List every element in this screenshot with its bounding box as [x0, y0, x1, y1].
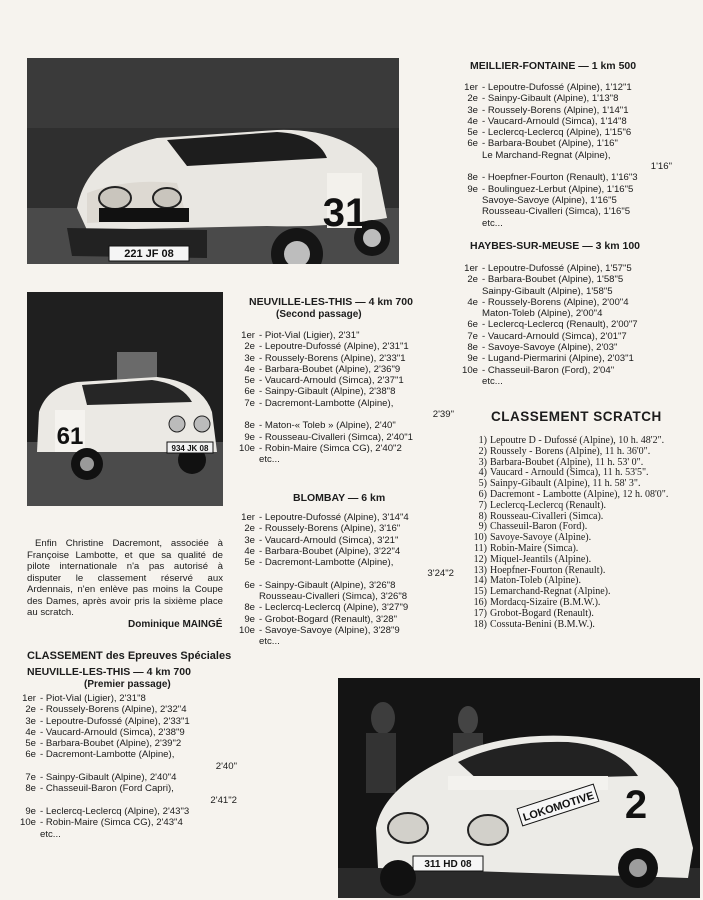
- neuville-second-subheading: (Second passage): [276, 309, 362, 320]
- result-row: 6e - Sainpy-Gibault (Alpine), 2'38"8: [244, 386, 396, 398]
- list-item: 13) Hoepfner-Fourton (Renault).: [473, 564, 606, 576]
- neuville-first-subheading: (Premier passage): [84, 679, 171, 690]
- result-row: 4e - Vaucard-Arnould (Simca), 1'14"8: [467, 115, 627, 127]
- result-row: 10e - Robin-Maire (Simca CG), 2'43"4: [19, 817, 183, 829]
- result-row: 4e - Barbara-Boubet (Alpine), 2'36"9: [244, 363, 401, 375]
- result-row: 3e - Roussely-Borens (Alpine), 2'33"1: [244, 352, 406, 364]
- etc-label: etc...: [259, 454, 280, 466]
- result-continuation: Le Marchand-Regnat (Alpine),: [482, 149, 611, 161]
- car-number-2: 2: [624, 783, 648, 827]
- result-row: 8e - Savoye-Savoye (Alpine), 2'03": [467, 342, 618, 354]
- result-row: 2e - Roussely-Borens (Alpine), 3'16": [244, 523, 401, 535]
- car-sponsor-text: LOKOMOTIVE: [521, 789, 596, 825]
- haybes-heading: HAYBES-SUR-MEUSE — 3 km 100: [470, 240, 640, 252]
- blombay-heading: BLOMBAY — 6 km: [293, 492, 386, 504]
- car-number-31: 31: [322, 191, 368, 235]
- list-item: 3) Barbara-Boubet (Alpine), 11 h. 53' 0".: [478, 456, 644, 468]
- photo-simca-61: [27, 292, 223, 506]
- list-item: 8) Rousseau-Civalleri (Simca).: [478, 510, 604, 522]
- result-row: 6e - Dacremont-Lambotte (Alpine),: [25, 749, 175, 761]
- result-continuation: 2'41"2: [210, 794, 237, 806]
- result-row: 3e - Lepoutre-Dufossé (Alpine), 2'33"1: [25, 715, 190, 727]
- photo-porsche-2: [338, 678, 700, 898]
- neuville-first-heading: NEUVILLE-LES-THIS — 4 km 700: [27, 666, 191, 678]
- result-row: 10e - Chasseuil-Baron (Ford), 2'04": [461, 364, 615, 376]
- result-row: 6e - Leclercq-Leclercq (Renault), 2'00"7: [467, 319, 638, 331]
- list-item: 2) Roussely - Borens (Alpine), 11 h. 36'0".: [478, 445, 651, 457]
- result-row: 3e - Roussely-Borens (Alpine), 1'14"1: [467, 104, 629, 116]
- car-plate-mid: 934 JK 08: [171, 444, 209, 453]
- scratch-results: [468, 436, 700, 630]
- list-item: 12) Miquel-Jeantils (Alpine).: [473, 553, 592, 565]
- article-paragraph: Enfin Christine Dacremont, associée à Françoise Lambotte, et que sa qualité de pilote internationale n'a pas autorisé à disputer le classement réservé aux Ardennais, n'en enlève pas moins la Coupe des Dames, après avoir pris la sixième place au scratch.: [27, 538, 223, 618]
- car-number-61: 61: [56, 423, 84, 450]
- car-plate-top: 221 JF 08: [124, 248, 174, 260]
- list-item: 11) Robin-Maire (Simca).: [474, 542, 579, 554]
- scratch-title: CLASSEMENT SCRATCH: [491, 409, 662, 424]
- alpine-31-illustration: [27, 58, 399, 264]
- list-item: 10) Savoye-Savoye (Alpine).: [473, 532, 592, 544]
- result-row: 4e - Roussely-Borens (Alpine), 2'00"4: [467, 296, 629, 308]
- haybes-results: [459, 263, 699, 387]
- result-row: 8e - Maton-« Toleb » (Alpine), 2'40": [244, 420, 396, 432]
- result-row: 10e - Robin-Maire (Simca CG), 2'40"2: [238, 442, 402, 454]
- result-row: 5e - Leclercq-Leclercq (Alpine), 1'15"6: [467, 127, 632, 139]
- result-row: 9e - Grobot-Bogard (Renault), 3'28": [244, 613, 398, 625]
- list-item: 1) Lepoutre D - Dufossé (Alpine), 10 h. 48'2".: [478, 435, 665, 446]
- etc-label: etc...: [482, 375, 503, 387]
- list-item: 14) Maton-Toleb (Alpine).: [473, 575, 581, 587]
- result-row: 2e - Barbara-Boubet (Alpine), 1'58"5: [467, 274, 624, 286]
- result-continuation: 3'24"2: [427, 568, 454, 580]
- result-row: 4e - Vaucard-Arnould (Simca), 2'38"9: [25, 726, 185, 738]
- classement-es-title: CLASSEMENT des Epreuves Spéciales: [27, 650, 232, 662]
- result-continuation: Sainpy-Gibault (Alpine), 1'58"5: [482, 285, 613, 297]
- etc-label: etc...: [482, 217, 503, 229]
- result-row: 5e - Vaucard-Arnould (Simca), 2'37"1: [244, 375, 404, 387]
- etc-label: etc...: [259, 636, 280, 648]
- list-item: 17) Grobot-Bogard (Renault).: [473, 607, 594, 619]
- result-row: 9e - Rousseau-Civalleri (Simca), 2'40"1: [244, 431, 413, 443]
- result-row: 9e - Leclercq-Leclercq (Alpine), 2'43"3: [25, 805, 190, 817]
- neuville-first-results: [17, 693, 237, 840]
- result-row: 8e - Chasseuil-Baron (Ford Capri),: [25, 783, 174, 795]
- list-item: 15) Lemarchand-Regnat (Alpine).: [473, 586, 611, 598]
- result-row: 9e - Lugand-Piermarini (Alpine), 2'03"1: [467, 353, 634, 365]
- list-item: 5) Sainpy-Gibault (Alpine), 11 h. 58' 3".: [478, 478, 641, 490]
- result-continuation: Savoye-Savoye (Alpine), 1'16"5: [482, 194, 617, 206]
- result-row: 1er - Lepoutre-Dufossé (Alpine), 3'14"4: [241, 512, 409, 523]
- author-signature: Dominique MAINGÉ: [128, 619, 223, 630]
- list-item: 9) Chasseuil-Baron (Ford).: [478, 521, 588, 533]
- result-row: 2e - Roussely-Borens (Alpine), 2'32"4: [25, 704, 187, 716]
- result-row: 2e - Sainpy-Gibault (Alpine), 1'13"8: [467, 93, 619, 105]
- result-row: 8e - Hoepfner-Fourton (Renault), 1'16"3: [467, 172, 638, 184]
- result-continuation: Rousseau-Civalleri (Simca), 3'26"8: [259, 591, 408, 603]
- result-row: 6e - Sainpy-Gibault (Alpine), 3'26"8: [244, 579, 396, 591]
- result-row: 7e - Dacremont-Lambotte (Alpine),: [244, 397, 394, 409]
- photo-alpine-31: [27, 58, 399, 264]
- result-continuation: 2'39": [432, 409, 454, 421]
- result-row: 9e - Boulinguez-Lerbut (Alpine), 1'16"5: [467, 183, 634, 195]
- meillier-results: [459, 82, 699, 229]
- neuville-second-heading: NEUVILLE-LES-THIS — 4 km 700: [249, 296, 413, 308]
- meillier-heading: MEILLIER-FONTAINE — 1 km 500: [470, 60, 637, 72]
- result-continuation: Rousseau-Civalleri (Simca), 1'16"5: [482, 206, 631, 218]
- result-continuation: 2'40": [215, 760, 237, 772]
- etc-label: etc...: [40, 828, 61, 840]
- simca-61-illustration: [27, 292, 223, 506]
- result-row: 1er - Piot-Vial (Ligier), 2'31": [241, 330, 360, 341]
- result-row: 4e - Barbara-Boubet (Alpine), 3'22"4: [244, 545, 401, 557]
- result-row: 3e - Vaucard-Arnould (Simca), 3'21": [244, 534, 399, 546]
- result-row: 2e - Lepoutre-Dufossé (Alpine), 2'31"1: [244, 341, 409, 353]
- result-row: 5e - Dacremont-Lambotte (Alpine),: [244, 557, 394, 569]
- result-continuation: Maton-Toleb (Alpine), 2'00"4: [482, 308, 603, 320]
- list-item: 6) Dacremont - Lambotte (Alpine), 12 h. 08'0".: [478, 488, 669, 500]
- result-row: 8e - Leclercq-Leclercq (Alpine), 3'27"9: [244, 602, 409, 614]
- result-row: 6e - Barbara-Boubet (Alpine), 1'16": [467, 138, 618, 150]
- result-row: 1er - Lepoutre-Dufossé (Alpine), 1'12"1: [464, 82, 632, 93]
- result-row: 7e - Vaucard-Arnould (Simca), 2'01"7: [467, 330, 627, 342]
- car-plate-bottom: 311 HD 08: [424, 859, 472, 870]
- result-row: 1er - Lepoutre-Dufossé (Alpine), 1'57"5: [464, 263, 632, 274]
- list-item: 16) Mordacq-Sizaire (B.M.W.).: [473, 596, 601, 608]
- result-row: 5e - Barbara-Boubet (Alpine), 2'39"2: [25, 738, 182, 750]
- blombay-results: [236, 512, 454, 648]
- neuville-second-results: [236, 330, 454, 466]
- result-row: 10e - Savoye-Savoye (Alpine), 3'28"9: [238, 624, 400, 636]
- result-continuation: 1'16": [650, 161, 672, 173]
- result-row: 7e - Sainpy-Gibault (Alpine), 2'40"4: [25, 772, 177, 784]
- list-item: 4) Vaucard - Arnould (Simca), 11 h. 53'5".: [478, 467, 649, 479]
- porsche-2-illustration: [338, 678, 700, 898]
- list-item: 18) Cossuta-Benini (B.M.W.).: [473, 618, 595, 630]
- list-item: 7) Leclercq-Leclercq (Renault).: [478, 499, 607, 511]
- result-row: 1er - Piot-Vial (Ligier), 2'31"8: [22, 693, 146, 704]
